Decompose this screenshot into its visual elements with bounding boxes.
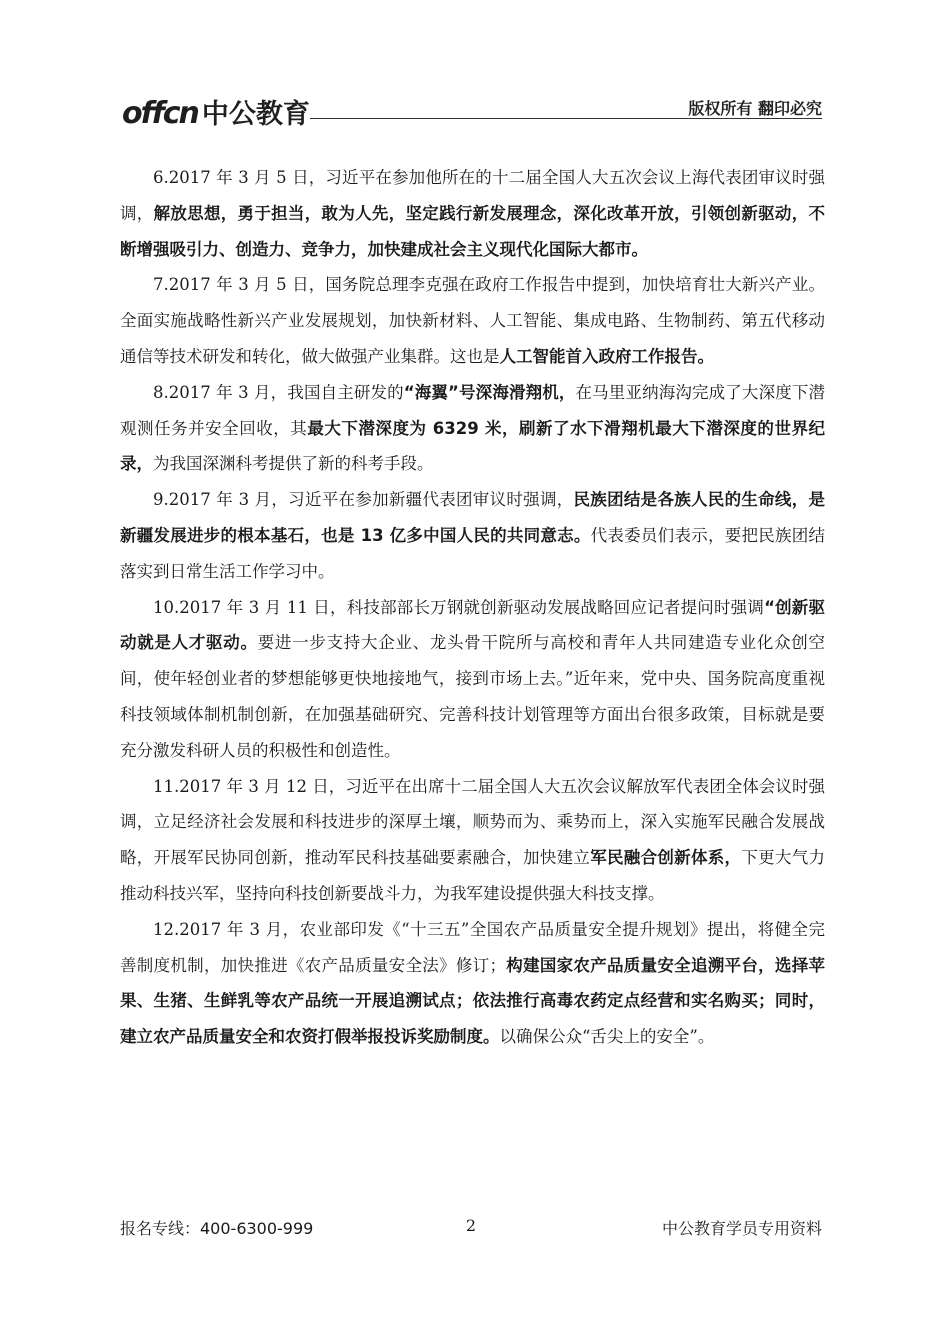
logo-chinese-text: 中公教育 [201, 99, 310, 130]
registration-hotline: 报名专线：400-6300-999 [120, 1219, 314, 1238]
news-item-paragraph [120, 769, 825, 912]
emphasized-text: 人工智能首入政府工作报告。 [499, 346, 714, 366]
body-text: 下更大气力推动科技兴军，坚持向科技创新要战斗力，为我军建设提供强大科技支撑。 [120, 848, 826, 903]
page-number: 2 [465, 1216, 477, 1235]
logo-latin-text: offcn [122, 96, 198, 131]
page-footer [120, 1216, 822, 1240]
news-item-paragraph [120, 482, 825, 589]
news-item-paragraph [120, 590, 825, 769]
news-item-paragraph [120, 912, 825, 1055]
emphasized-text: “创新驱动就是人才驱动。 [120, 597, 825, 653]
body-text: 8.2017 年 3 月，我国自主研发的 [153, 382, 404, 402]
emphasized-text: 构建国家农产品质量安全追溯平台，选择苹果、生猪、生鲜乳等农产品统一开展追溯试点；依法推行高毒农药定点经营和实名购买；同时，建立农产品质量安全和农资打假举报投诉奖励制度。 [120, 955, 826, 1047]
body-text: 在马里亚纳海沟完成了大深度下潜观测任务并安全回收，其 [120, 382, 825, 438]
copyright-notice: 版权所有 翻印必究 [688, 99, 822, 118]
news-item-paragraph [120, 375, 825, 482]
emphasized-text: “海翼”号深海滑翔机， [403, 382, 576, 402]
body-text: 要进一步支持大企业、龙头骨干院所与高校和青年人共同建造专业化众创空间，使年轻创业者的梦想能够更快地接地气，接到市场上去。”近年来，党中央、国务院高度重视科技领域体制机制创新，在加强基础研究、完善科技计划管理等方面出台很多政策，目标就是要充分激发科研人员的积极性和创造性。 [120, 633, 826, 760]
footer-note: 中公教育学员专用资料 [661, 1219, 822, 1238]
body-text: 以确保公众“舌尖上的安全”。 [499, 1027, 715, 1047]
news-item-paragraph [120, 160, 825, 267]
body-text: 7.2017 年 3 月 5 日，国务院总理李克强在政府工作报告中提到，加快培育壮大新兴产业。全面实施战略性新兴产业发展规划，加快新材料、人工智能、集成电路、生物制药、第五代移动通信等技术研发和转化，做大做强产业集群。这也是 [120, 275, 825, 366]
emphasized-text: 军民融合创新体系， [590, 848, 742, 868]
document-body [120, 160, 825, 1055]
news-item-paragraph [120, 267, 825, 374]
emphasized-text: 最大下潜深度为 6329 米，刷新了水下滑翔机最大下潜深度的世界纪录， [120, 418, 825, 474]
offcn-logo [122, 92, 310, 131]
body-text: 10.2017 年 3 月 11 日，科技部部长万钢就创新驱动发展战略回应记者提问时强调 [153, 597, 765, 617]
body-text: 9.2017 年 3 月，习近平在参加新疆代表团审议时强调， [153, 490, 574, 510]
body-text: 为我国深渊科考提供了新的科考手段。 [153, 454, 434, 474]
emphasized-text: 民族团结是各族人民的生命线，是新疆发展进步的根本基石，也是 13 亿多中国人民的共同意志。 [120, 490, 826, 545]
body-text: 11.2017 年 3 月 12 日，习近平在出席十二届全国人大五次会议解放军代表团全体会议时强调，立足经济社会发展和科技进步的深厚土壤，顺势而为、乘势而上，深入实施军民融合发展战略，开展军民协同创新，推动军民科技基础要素融合，加快建立 [120, 776, 825, 868]
body-text: 6.2017 年 3 月 5 日，习近平在参加他所在的十二届全国人大五次会议上海代表团审议时强调， [120, 168, 825, 223]
body-text: 代表委员们表示，要把民族团结落实到日常生活工作学习中。 [120, 525, 826, 581]
body-text: 12.2017 年 3 月，农业部印发《“十三五”全国农产品质量安全提升规划》提出，将健全完善制度机制，加快推进《农产品质量安全法》修订； [120, 919, 825, 975]
emphasized-text: 解放思想，勇于担当，敢为人先，坚定践行新发展理念，深化改革开放，引领创新驱动，不断增强吸引力、创造力、竞争力，加快建成社会主义现代化国际大都市。 [120, 203, 826, 259]
page-header [122, 92, 822, 131]
